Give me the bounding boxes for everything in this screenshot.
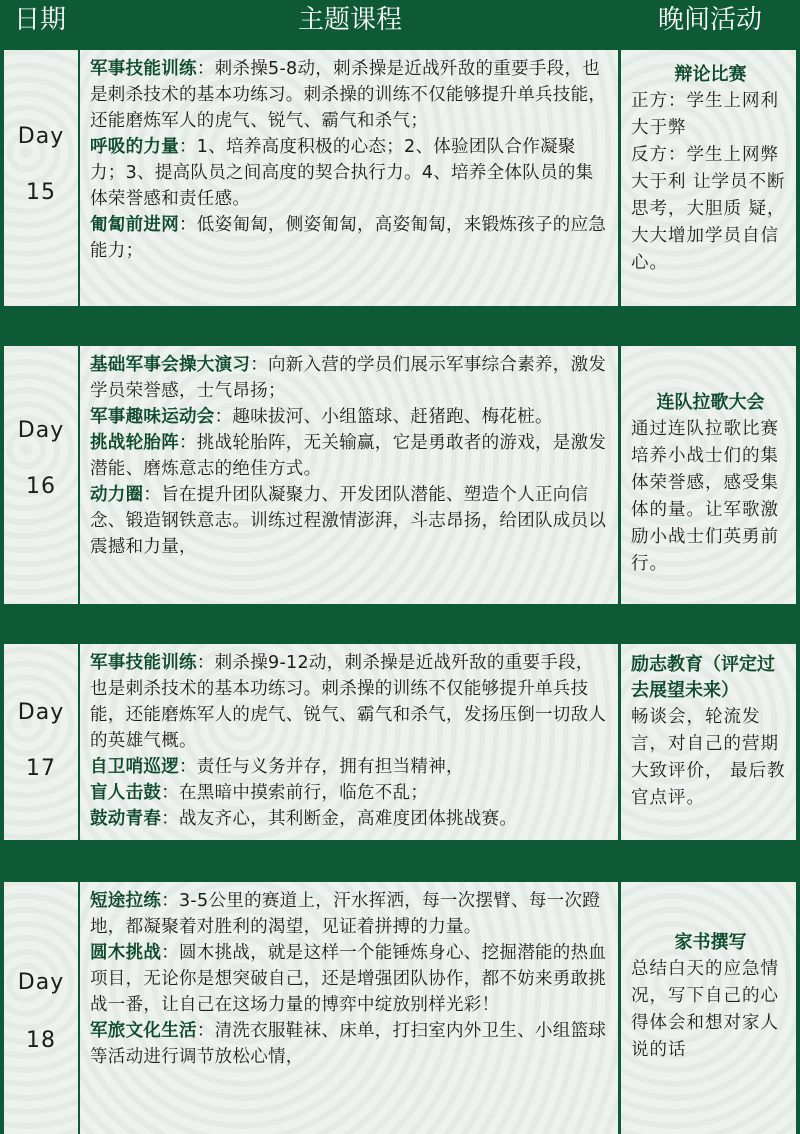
evening-text: 正方：学生上网利大于弊 反方：学生上网弊大于利 让学员不断思考，大胆质 疑，大大增加学员自信心。 (631, 91, 786, 273)
topic-item (90, 404, 610, 430)
topic-cell (80, 50, 618, 306)
day-word: Day (17, 970, 65, 995)
topic-item-title: 基础军事会操大演习 (90, 355, 251, 375)
topic-item (90, 134, 610, 212)
date-cell (4, 50, 78, 306)
topic-item (90, 482, 610, 560)
topic-item-text: ：低姿匍匐，侧姿匍匐，高姿匍匐，来锻炼孩子的应急能力； (90, 215, 607, 261)
topic-item (90, 1018, 610, 1070)
topic-item-title: 军旅文化生活 (90, 1021, 197, 1041)
date-cell (4, 346, 78, 604)
topic-item (90, 56, 610, 134)
evening-title: 辩论比赛 (674, 64, 747, 85)
date-cell (4, 882, 78, 1134)
topic-item-title: 圆木挑战 (90, 943, 162, 963)
topic-item-text: ：战友齐心，其利断金，高难度团体挑战赛。 (161, 809, 518, 829)
topic-item (90, 780, 610, 806)
topic-item-title: 鼓动青春 (90, 809, 162, 829)
topic-item-text: ：圆木挑战，就是这样一个能锤炼身心、挖掘潜能的热血项目，无论你是想突破自己，还是增强团队协作，都不妨来勇敢挑战一番，让自己在这场力量的博弈中绽放别样光彩！ (90, 943, 607, 1015)
topic-item-title: 挑战轮胎阵 (90, 433, 179, 453)
topic-item-text: ：清洗衣服鞋袜、床单，打扫室内外卫生、小组篮球等活动进行调节放松心情， (90, 1021, 607, 1067)
topic-item (90, 754, 610, 780)
day-row (0, 346, 800, 604)
topic-item-text: ：刺杀操9-12动，刺杀操是近战歼敌的重要手段，也是刺杀技术的基本功练习。刺杀操的训练不仅能够提升单兵技能，还能磨炼军人的虎气、锐气、霸气和杀气，发扬压倒一切敌人的英雄气概。 (90, 653, 607, 751)
topic-cell (80, 644, 618, 840)
topic-cell (80, 346, 618, 604)
topic-item (90, 430, 610, 482)
day-number: 17 (26, 756, 56, 781)
day-number: 15 (26, 180, 56, 205)
topic-item-text: ：向新入营的学员们展示军事综合素养，激发学员荣誉感，士气昂扬； (90, 355, 607, 401)
evening-cell (621, 50, 796, 306)
topic-item-text: ：责任与义务并存，拥有担当精神， (179, 757, 464, 777)
topic-item (90, 650, 610, 754)
topic-item-title: 盲人击鼓 (90, 783, 162, 803)
header-evening: 晚间活动 (657, 5, 762, 35)
topic-item-text: ：在黑暗中摸索前行，临危不乱； (161, 783, 429, 803)
topic-item-text: ：旨在提升团队凝聚力、开发团队潜能、塑造个人正向信念、锻造钢铁意志。训练过程激情澎湃，斗志昂扬，给团队成员以震撼和力量， (90, 485, 607, 557)
topic-item-text: ：1、培养高度积极的心态；2、体验团队合作凝聚力；3、提高队员之间高度的契合执行力。4、培养全体队员的集体荣誉感和责任感。 (90, 137, 594, 209)
evening-text: 总结白天的应急情况，写下自己的心得体会和想对家人说的话 (631, 959, 779, 1060)
table-header (0, 0, 800, 44)
topic-item-text: ：3-5公里的赛道上，汗水挥洒，每一次摆臂、每一次蹬地，都凝聚着对胜利的渴望，见证着拼搏的力量。 (90, 891, 601, 937)
evening-title: 家书撰写 (674, 932, 747, 953)
evening-title: 连队拉歌大会 (656, 392, 765, 413)
day-row (0, 644, 800, 840)
evening-text: 通过连队拉歌比赛培养小战士们的集体荣誉感，感受集体的量。让军歌激励小战士们英勇前行。 (631, 419, 779, 574)
day-word: Day (17, 124, 65, 149)
day-number: 16 (26, 474, 56, 499)
topic-item-title: 军事趣味运动会 (90, 407, 215, 427)
topic-item (90, 888, 610, 940)
day-word: Day (17, 700, 65, 725)
evening-title: 励志教育（评定过去展望未来） (631, 654, 775, 701)
day-word: Day (17, 418, 65, 443)
topic-item-text: ：挑战轮胎阵，无关输赢，它是勇敢者的游戏，是激发潜能、磨炼意志的绝佳方式。 (90, 433, 607, 479)
header-date: 日期 (13, 5, 66, 35)
topic-item (90, 806, 610, 832)
topic-item (90, 352, 610, 404)
topic-item-title: 军事技能训练 (90, 59, 197, 79)
day-row (0, 882, 800, 1134)
evening-cell (621, 882, 796, 1134)
topic-item-text: ：趣味拔河、小组篮球、赶猪跑、梅花桩。 (214, 407, 553, 427)
topic-item-title: 动力圈 (90, 485, 144, 505)
topic-item (90, 212, 610, 264)
evening-text: 畅谈会，轮流发言，对自己的营期大致评价， 最后教官点评。 (631, 707, 786, 808)
topic-item-title: 军事技能训练 (90, 653, 197, 673)
topic-item-title: 匍匐前进网 (90, 215, 179, 235)
date-cell (4, 644, 78, 840)
topic-item-text: ：刺杀操5-8动，刺杀操是近战歼敌的重要手段，也是刺杀技术的基本功练习。刺杀操的训练不仅能够提升单兵技能，还能磨炼军人的虎气、锐气、霸气和杀气； (90, 59, 607, 131)
topic-item-title: 呼吸的力量 (90, 137, 179, 157)
evening-cell (621, 644, 796, 840)
topic-item (90, 940, 610, 1018)
day-number: 18 (26, 1028, 56, 1053)
topic-item-title: 自卫哨巡逻 (90, 757, 179, 777)
day-row (0, 50, 800, 306)
header-topic: 主题课程 (297, 5, 402, 35)
topic-cell (80, 882, 618, 1134)
evening-cell (621, 346, 796, 604)
topic-item-title: 短途拉练 (90, 891, 162, 911)
